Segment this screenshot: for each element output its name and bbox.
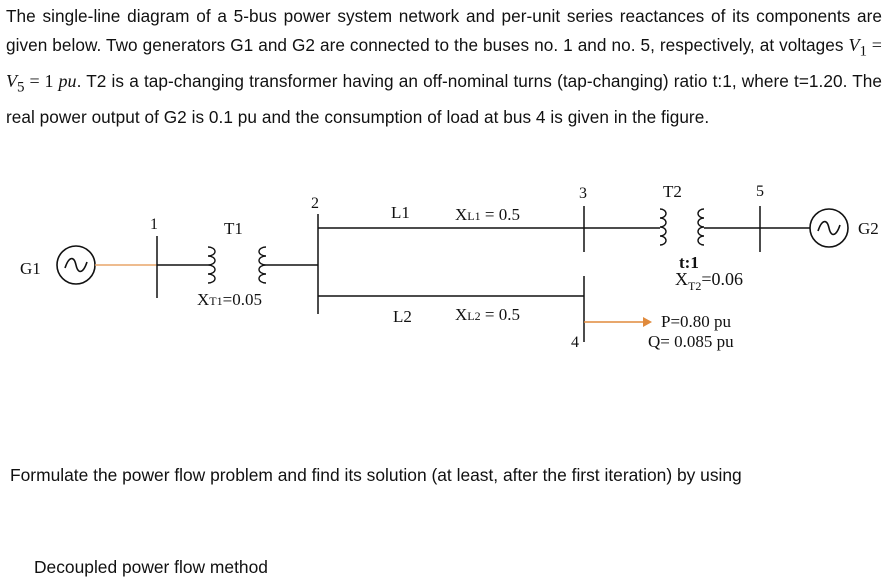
load-arrow-icon (643, 317, 652, 327)
tap-ratio: t:1 (679, 253, 699, 272)
t1-transformer-icon (208, 247, 266, 283)
g1-generator-icon (57, 246, 95, 284)
equals-1: = (867, 35, 882, 56)
t2-label: T2 (663, 182, 682, 201)
method-text: Decoupled power flow method (34, 557, 268, 577)
load-p: P=0.80 pu (661, 312, 732, 331)
v5-symbol: V (6, 71, 18, 91)
xl2-label: XL2 = 0.5 (455, 305, 520, 324)
g1-label: G1 (20, 259, 41, 278)
l2-label: L2 (393, 307, 412, 326)
load-q: Q= 0.085 pu (648, 332, 734, 351)
v5-subscript: 5 (17, 79, 25, 96)
t2-transformer-icon (660, 209, 704, 245)
pu-unit: pu (58, 71, 77, 91)
t1-label: T1 (224, 219, 243, 238)
bus-4-label: 4 (571, 334, 579, 351)
problem-text-1: The single-line diagram of a 5-bus power system network and per-unit series reactances of its components are given below. Two generators G1 and G2 are connected to the buses no. 1 and no. 5, respectively, at voltages (6, 6, 882, 56)
equals-2: = 1 (24, 71, 59, 91)
xt2-label: $X_{T2}=0.06$ (675, 269, 743, 293)
g2-label: G2 (858, 219, 879, 238)
bus-2-label: 2 (311, 195, 319, 212)
bus-3-label: 3 (579, 185, 587, 202)
problem-text-2: . T2 is a tap-changing transformer having an off-nominal turns (tap-changing) ratio t:1, where t=1.20. The real power output of G2 is 0.1 pu and the consumption of load at bus 4 is given in the figure. (6, 71, 882, 127)
g2-generator-icon (810, 209, 848, 247)
v1-symbol: V (848, 35, 860, 56)
l1-label: L1 (391, 203, 410, 222)
xl1-label: XL1 = 0.5 (455, 205, 520, 224)
v1-subscript: 1 (859, 43, 868, 60)
bus-1-label: 1 (150, 216, 158, 233)
xt1-label: XT1=0.05 (197, 290, 262, 309)
question-text: Formulate the power flow problem and find its solution (at least, after the first iteration) by using (10, 465, 742, 485)
bus-5-label: 5 (756, 183, 764, 200)
